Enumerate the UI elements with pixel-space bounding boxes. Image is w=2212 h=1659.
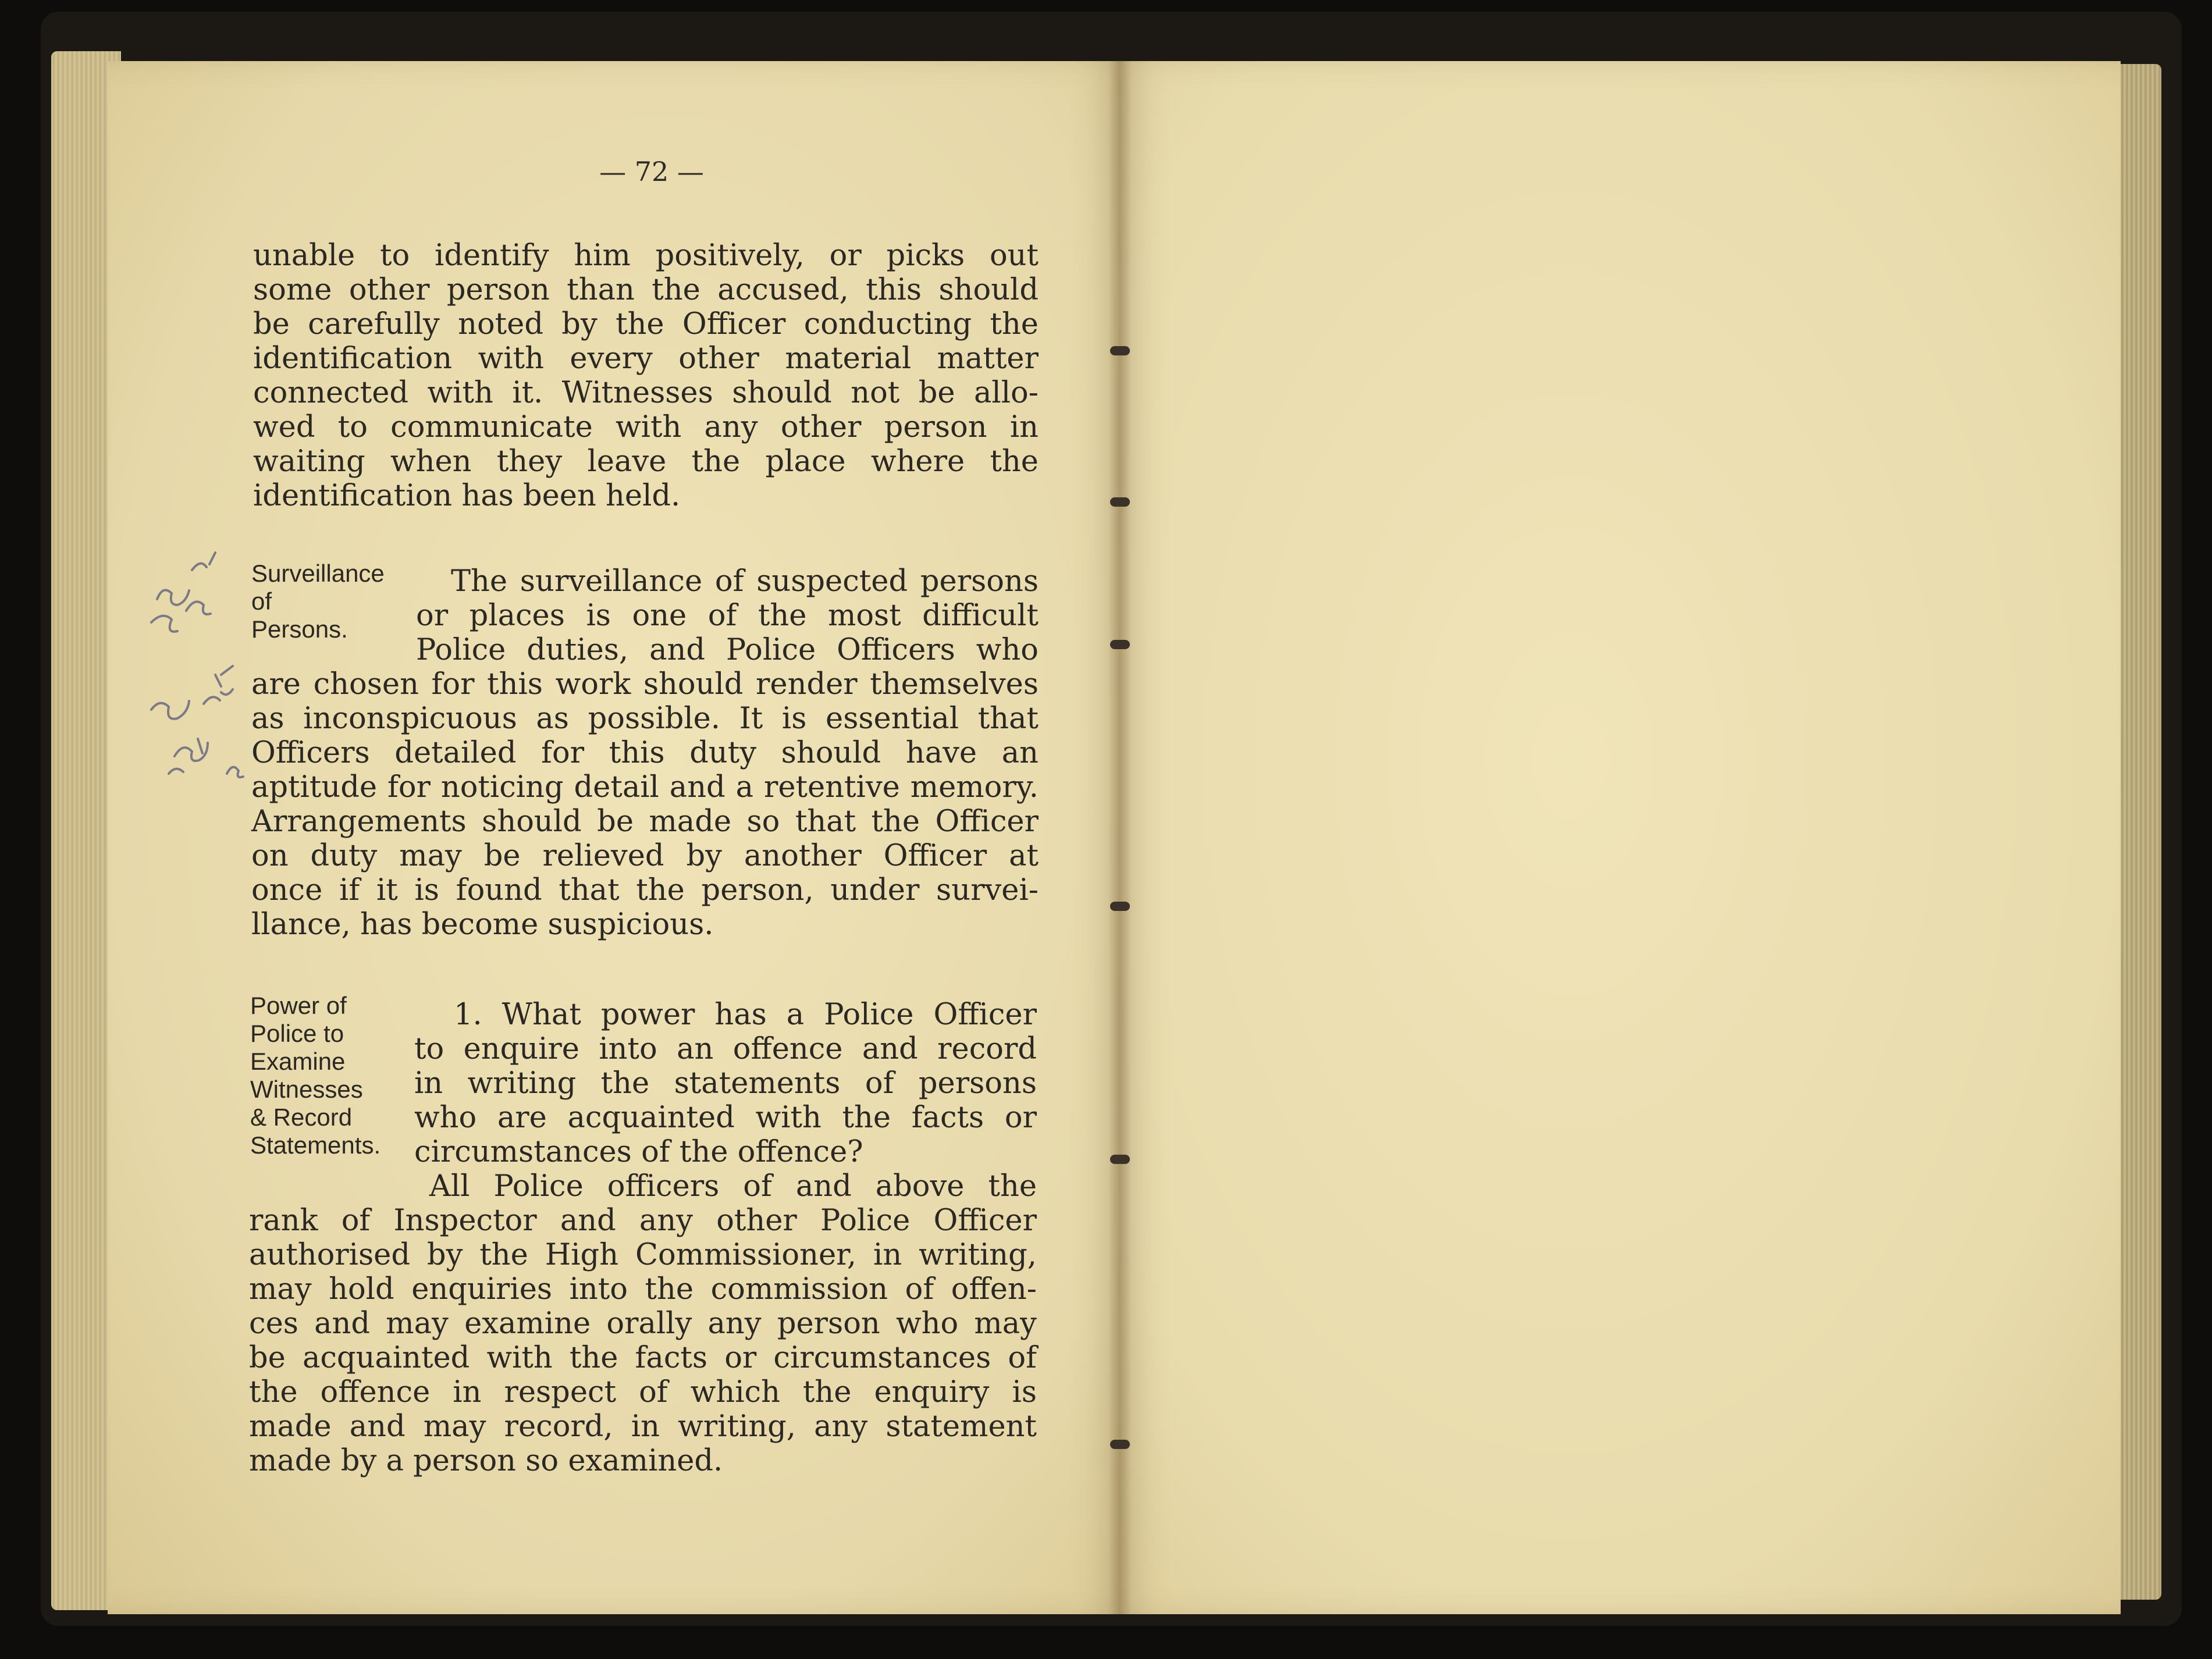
text-line: All Police officers of and above the [429, 1169, 1037, 1204]
text-line: are chosen for this work should render themselves [251, 667, 1039, 702]
text-line: llance, has become suspicious. [251, 907, 714, 942]
margin-heading-line: Power of [250, 992, 347, 1019]
text-line: The surveillance of suspected persons [451, 564, 1039, 599]
text-line: identification with every other material matter [253, 341, 1039, 376]
text-line: identification has been held. [253, 479, 681, 513]
continuation-paragraph [253, 238, 1039, 513]
text-line: circumstances of the offence? [414, 1135, 863, 1169]
margin-heading-power [250, 992, 413, 1159]
text-line: as inconspicuous as possible. It is essential that [251, 702, 1039, 736]
pencil-marginalia [134, 529, 250, 832]
text-line: wed to communicate with any other person in [253, 410, 1039, 444]
margin-heading-line: Persons. [251, 615, 348, 643]
margin-heading-line: Examine [250, 1048, 346, 1075]
text-line: Officers detailed for this duty should have an [251, 736, 1039, 770]
text-line: made by a person so examined. [249, 1444, 723, 1478]
text-line: the offence in respect of which the enquiry is [249, 1375, 1037, 1409]
margin-heading-line: & Record [250, 1103, 353, 1131]
surveillance-paragraph-top [416, 564, 1039, 667]
text-line: 1. What power has a Police Officer [454, 998, 1037, 1032]
page-number: — 72 — [599, 156, 704, 187]
text-line: Arrangements should be made so that the Officer [251, 804, 1039, 839]
book-gutter [1108, 61, 1132, 1614]
text-line: unable to identify him positively, or picks out [253, 238, 1039, 273]
text-line: some other person than the accused, this should [253, 273, 1039, 307]
binding-thread [1110, 640, 1130, 649]
text-line: or places is one of the most difficult [416, 599, 1039, 633]
margin-heading-line: Statements. [250, 1131, 381, 1159]
text-line: in writing the statements of persons [414, 1066, 1037, 1101]
text-line: on duty may be relieved by another Officer at [251, 839, 1039, 873]
margin-heading-line: of [251, 588, 272, 615]
text-line: be carefully noted by the Officer conducting the [253, 307, 1039, 341]
binding-thread [1110, 1440, 1130, 1449]
text-line: once if it is found that the person, under survei- [251, 873, 1039, 907]
right-page [1120, 61, 2121, 1614]
text-line: to enquire into an offence and record [414, 1032, 1037, 1066]
text-line: connected with it. Witnesses should not be allo- [253, 376, 1039, 410]
power-answer [249, 1169, 1037, 1478]
text-line: Police duties, and Police Officers who [416, 633, 1039, 667]
text-line: aptitude for noticing detail and a retentive memory. [251, 770, 1039, 804]
text-line: rank of Inspector and any other Police Officer [249, 1204, 1037, 1238]
text-line: waiting when they leave the place where the [253, 444, 1039, 479]
binding-thread [1110, 497, 1130, 507]
text-line: who are acquainted with the facts or [414, 1101, 1037, 1135]
binding-thread [1110, 346, 1130, 355]
power-question [414, 998, 1037, 1169]
margin-heading-line: Surveillance [251, 560, 385, 587]
binding-thread [1110, 902, 1130, 911]
margin-heading-line: Witnesses [250, 1076, 363, 1103]
margin-heading-line: Police to [250, 1020, 344, 1047]
text-line: authorised by the High Commissioner, in writing, [249, 1238, 1037, 1272]
text-line: may hold enquiries into the commission of offen- [249, 1272, 1037, 1306]
surveillance-paragraph-body [251, 667, 1039, 942]
text-line: be acquainted with the facts or circumstances of [249, 1341, 1037, 1375]
text-line: made and may record, in writing, any statement [249, 1409, 1037, 1444]
text-line: ces and may examine orally any person who may [249, 1306, 1037, 1341]
binding-thread [1110, 1155, 1130, 1164]
margin-heading-surveillance [251, 560, 414, 643]
